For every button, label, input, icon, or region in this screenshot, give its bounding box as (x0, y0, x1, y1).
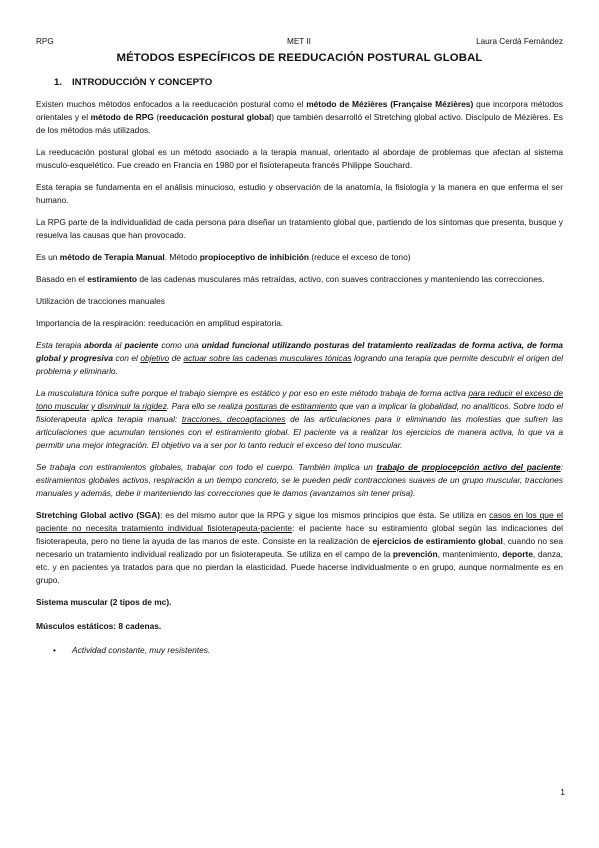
text-run: , danza, etc. y en pacientes ya tratados para que no pierdan la elasticidad. Puede hacerse individualmente o en grupo, aunque normalmente es en grupo. (36, 549, 563, 585)
text-run: La musculatura tónica sufre porque el trabajo siempre es estático y por eso en este método trabaja de forma activa (36, 388, 469, 398)
section-heading (54, 77, 212, 88)
page-header (36, 37, 563, 49)
section-label: INTRODUCCIÓN Y CONCEPTO (72, 77, 213, 88)
paragraph-3: Esta terapia se fundamenta en el análisis minucioso, estudio y observación de la anatomía, la fisiología y la manera en que enferma el ser humano. (36, 182, 563, 205)
document-body (36, 98, 563, 666)
text-underline: casos en los que el paciente no necesita tratamiento individual fisioterapeuta-paciente (36, 510, 564, 533)
text-run: : estiramientos globales activos, respiración a un tiempo concreto, se le pueden pedir contracciones suaves de un grupo muscular, tracciones manuales y además, debe ir manteniendo las correcciones que le damos (avanzamos sin tener prisa). (36, 462, 563, 498)
text-run: al (112, 340, 125, 350)
text-run: de (169, 353, 184, 363)
paragraph-5 (36, 251, 563, 264)
text-underline: posturas de estiramiento (245, 401, 337, 411)
text-run: Existen muchos métodos enfocados a la reeducación postural como el (36, 99, 307, 109)
paragraph-12 (36, 509, 563, 587)
text-bold: ejercicios de estiramiento global (372, 536, 503, 546)
list-item (36, 644, 563, 657)
text-bold: aborda (84, 340, 113, 350)
section-number: 1. (54, 77, 63, 88)
text-run: con el (113, 353, 141, 363)
text-run: : el paciente hace su estiramiento global según las indicaciones del fisioterapeuta, pero no tiene la ayuda de las manos de este. Consiste en la realización de (36, 523, 564, 546)
text-bold: método de Mézières (Française Mézières) (306, 99, 474, 109)
text-run: de las cadenas musculares más retraídas, activo, con suaves contracciones y manteniendo las correcciones. (137, 274, 545, 284)
page-number: 1 (560, 787, 565, 797)
header-center: MET II (287, 37, 311, 46)
header-right: Laura Cerdá Fernández (476, 37, 563, 46)
header-left: RPG (36, 37, 54, 46)
text-bold: estiramiento (87, 274, 138, 284)
paragraph-9 (36, 339, 563, 378)
text-run: de las articulaciones para ir eliminando las molestias que sufren las articulaciones que acumulan tensiones con el estiramiento global. El paciente va a realizar los ejercicios de manera activa, lo que va a permitir una mejor integración. El objetivo va a ser por lo tanto reducir el exceso del tono muscular. (36, 414, 563, 450)
text-run: Basado en el (36, 274, 88, 284)
text-bold: método de RPG (90, 112, 154, 122)
text-run: , mantenimiento, (437, 549, 503, 559)
text-run: ) que también desarrolló el Stretching global activo. Discípulo de Mézières. Es de los métodos más utilizados. (36, 112, 563, 135)
paragraph-8: Importancia de la respiración: reeducación en amplitud espiratoria. (36, 318, 284, 328)
paragraph-1 (36, 98, 563, 137)
list-item-text: Actividad constante, muy resistentes. (72, 645, 211, 655)
text-bold: reeducación postural global (159, 112, 272, 122)
paragraph-4: La RPG parte de la individualidad de cada persona para diseñar un tratamiento global que, partiendo de los síntomas que presenta, busque y resuelva las causas que han provocado. (36, 217, 563, 240)
bullet-icon: • (53, 645, 56, 655)
text-bold: unidad funcional utilizando posturas del tratamiento realizadas de forma activa, de forma global y progresiva (36, 340, 563, 363)
text-run: logrando una terapia que permite descubrir el origen del problema y eliminarlo. (36, 353, 563, 376)
text-underline: objetivo (140, 353, 170, 363)
text-bold: propioceptivo de inhibición (199, 252, 310, 262)
text-run: . Método (164, 252, 200, 262)
paragraph-2: La reeducación postural global es un método asociado a la terapia manual, orientado al abordaje de problemas que afectan al sistema musculo-esquelético. Fue creado en Francia en 1980 por el fisioterapeuta francés Philippe Souchard. (36, 147, 563, 170)
text-underline: tracciones, decoaptaciones (181, 414, 286, 424)
text-run: , cuando no sea necesario un tratamiento individual realizado por un fisioterapeuta. Se utiliza en el campo de la (36, 536, 563, 559)
text-run: como una (158, 340, 202, 350)
text-bold: deporte (502, 549, 533, 559)
text-run: (reduce el exceso de tono) (309, 252, 411, 262)
subheading-static-muscles: Músculos estáticos: 8 cadenas. (36, 621, 162, 631)
text-bold-underline: trabajo de propiocepción activo del paciente (376, 462, 561, 472)
text-run: ( (153, 112, 160, 122)
text-underline: para reducir el exceso de tono muscular y disminuir la rigidez (36, 388, 564, 411)
paragraph-6 (36, 273, 563, 286)
text-run: que van a implicar la globalidad, no analíticos. Sobre todo el fisioterapeuta aplica terapia manual: (36, 401, 563, 424)
text-run: Esta terapia (36, 340, 85, 350)
text-run: Es un (36, 252, 60, 262)
subheading-muscular-system: Sistema muscular (2 tipos de mc). (36, 597, 172, 607)
text-bold: prevención (392, 549, 438, 559)
document-title: MÉTODOS ESPECÍFICOS DE REEDUCACIÓN POSTURAL GLOBAL (116, 52, 483, 64)
text-underline: actuar sobre las cadenas musculares tónicas (183, 353, 352, 363)
paragraph-11 (36, 461, 563, 500)
paragraph-7: Utilización de tracciones manuales (36, 296, 165, 306)
paragraph-10 (36, 387, 563, 452)
text-run: que incorpora métodos orientales y el (36, 99, 563, 122)
text-bold: Stretching Global activo (SGA) (36, 510, 161, 520)
text-bold: paciente (124, 340, 159, 350)
text-run: . Para ello se realiza (166, 401, 246, 411)
text-run: : es del mismo autor que la RPG y sigue los mismos principios que ésta. Se utiliza en (160, 510, 490, 520)
text-run: Se trabaja con estiramientos globales, trabajar con todo el cuerpo. También implica un (36, 462, 377, 472)
text-bold: método de Terapia Manual (59, 252, 165, 262)
